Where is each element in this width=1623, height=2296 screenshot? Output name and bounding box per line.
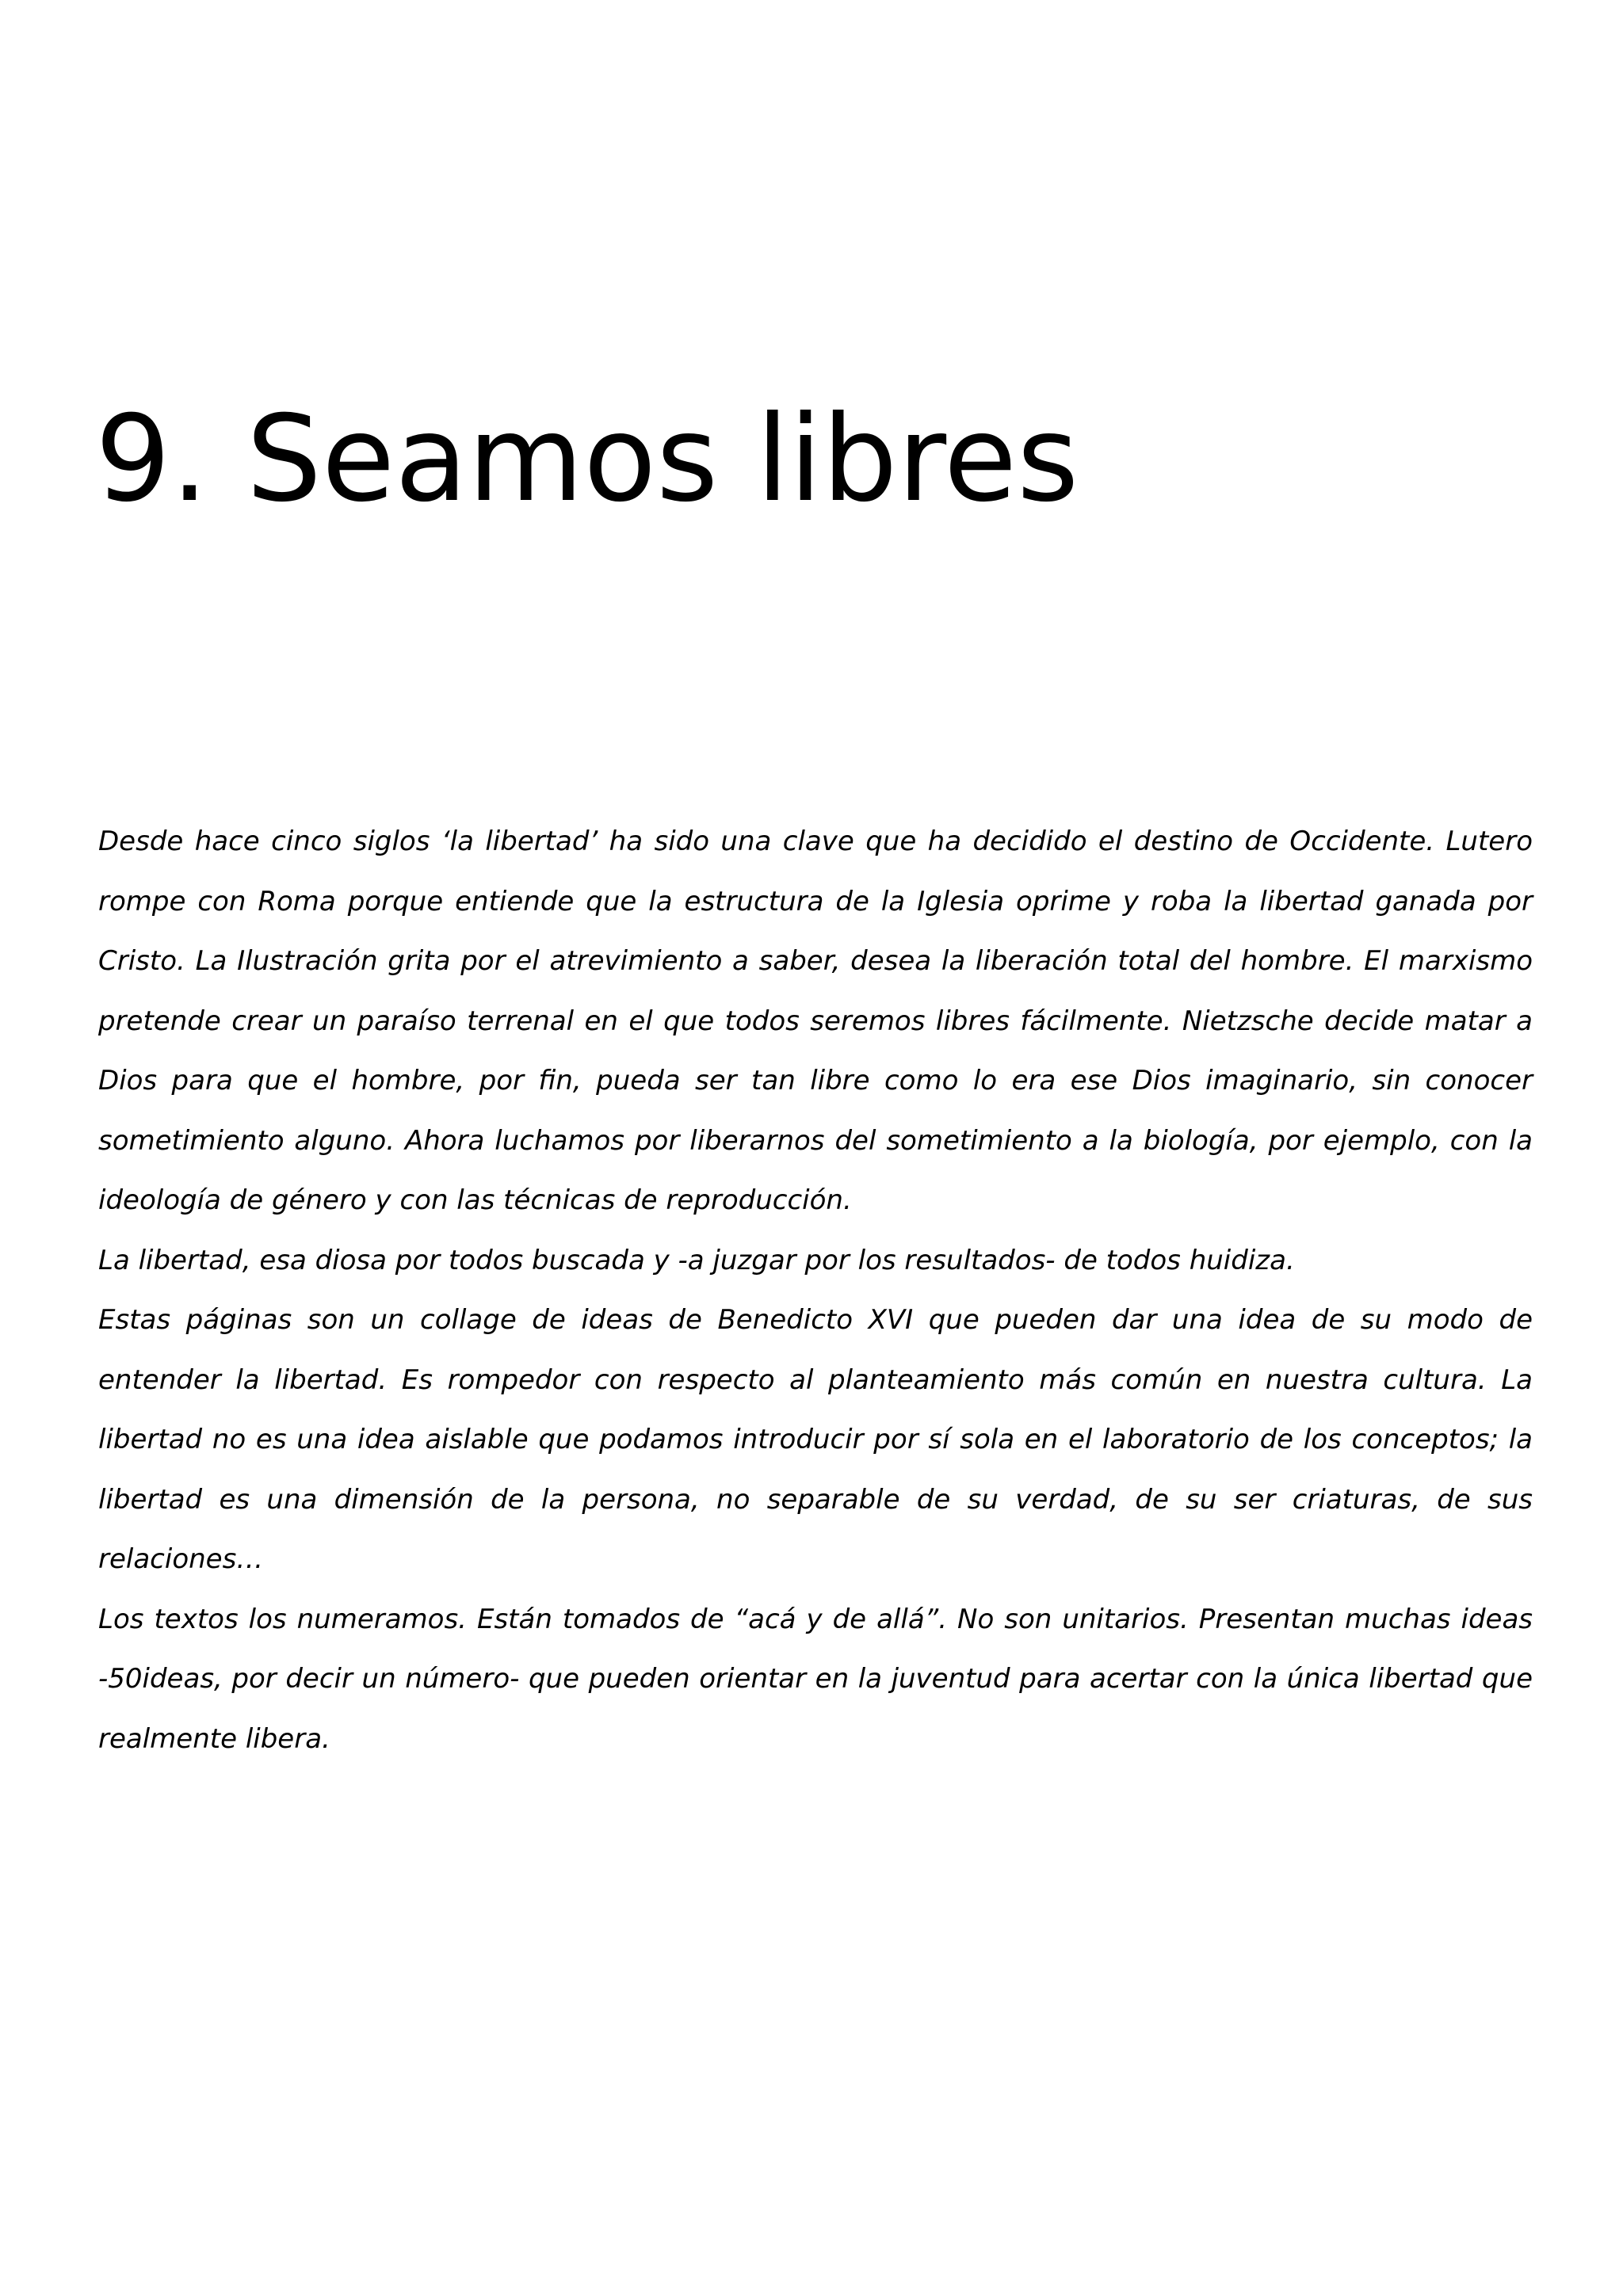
body-text bbox=[98, 812, 1533, 1769]
paragraph-goddess: La libertad, esa diosa por todos buscada y -a juzgar por los resultados- de todos huidiza. bbox=[98, 1244, 1295, 1276]
paragraph-texts: Los textos los numeramos. Están tomados de “acá y de allá”. No son unitarios. Presentan muchas ideas -50ideas, por decir un número- que pueden orientar en la juventud para acertar con la única libertad que realmente libera. bbox=[98, 1603, 1533, 1755]
paragraph-collage: Estas páginas son un collage de ideas de Benedicto XVI que pueden dar una idea de su modo de entender la libertad. Es rompedor con respecto al planteamiento más común en nuestra cultura. La libertad no es una idea aislable que podamos introducir por sí sola en el laboratorio de los conceptos; la libertad es una dimensión de la persona, no separable de su verdad, de su ser criaturas, de sus relaciones… bbox=[98, 1304, 1533, 1575]
paragraph-intro: Desde hace cinco siglos ‘la libertad’ ha sido una clave que ha decidido el destino de Occidente. Lutero rompe con Roma porque entiende que la estructura de la Iglesia oprime y roba la libertad ganada por Cristo. La Ilustración grita por el atrevimiento a saber, desea la liberación total del hombre. El marxismo pretende crear un paraíso terrenal en el que todos seremos libres fácilmente. Nietzsche decide matar a Dios para que el hombre, por fin, pueda ser tan libre como lo era ese Dios imaginario, sin conocer sometimiento alguno. Ahora luchamos por liberarnos del sometimiento a la biología, por ejemplo, con la ideología de género y con las técnicas de reproducción. bbox=[98, 826, 1533, 1216]
page-title: 9. Seamos libres bbox=[95, 391, 1079, 528]
